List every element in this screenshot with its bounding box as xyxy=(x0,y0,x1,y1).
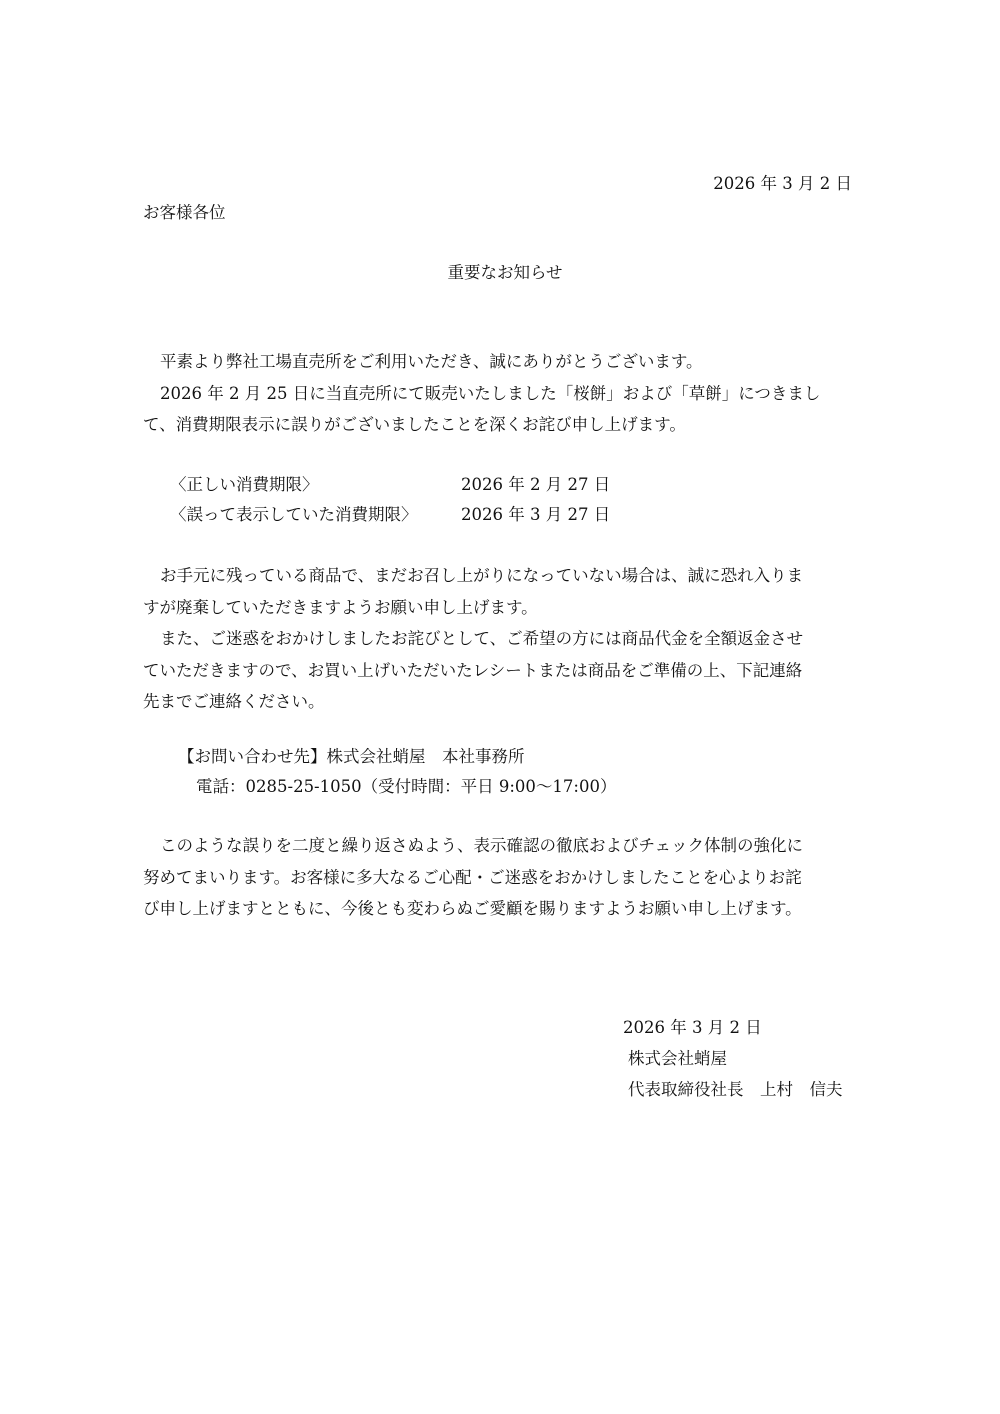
intro-line-2: 2026 年 2 月 25 日に当直売所にて販売いたしました「桜餅」および「草餅」につきまし xyxy=(160,383,821,403)
intro-paragraph xyxy=(143,346,857,441)
request-paragraph xyxy=(143,560,857,718)
intro-line-3: て、消費期限表示に誤りがございましたことを深くお詫び申し上げます。 xyxy=(143,415,686,434)
closing-line-2: 努めてまいります。お客様に多大なるご心配・ご迷惑をおかけしましたことを心よりお詫 xyxy=(143,867,802,887)
contact-phone: 電話：0285-25-1050（受付時間：平日 9:00〜17:00） xyxy=(196,777,617,796)
wrong-expiry-label: 〈誤って表示していた消費期限〉 xyxy=(170,505,418,524)
signature-date: 2026 年 3 月 2 日 xyxy=(623,1018,762,1037)
intro-line-1: 平素より弊社工場直売所をご利用いただき、誠にありがとうございます。 xyxy=(160,352,703,371)
correct-expiry-value: 2026 年 2 月 27 日 xyxy=(461,475,611,494)
page-title: 重要なお知らせ xyxy=(447,263,563,282)
signature-signer: 代表取締役社長 上村 信夫 xyxy=(628,1080,843,1099)
request-line-4: ていただきますので、お買い上げいただいたレシートまたは商品をご準備の上、下記連絡 xyxy=(143,660,803,680)
header-date: 2026 年 3 月 2 日 xyxy=(713,174,852,193)
request-line-5: 先までご連絡ください。 xyxy=(143,692,325,711)
contact-heading: 【お問い合わせ先】株式会社蛸屋 本社事務所 xyxy=(178,747,525,766)
request-line-2: すが廃棄していただきますようお願い申し上げます。 xyxy=(143,597,538,617)
closing-paragraph xyxy=(143,830,857,925)
signature-company: 株式会社蛸屋 xyxy=(628,1049,727,1068)
closing-line-1: このような誤りを二度と繰り返さぬよう、表示確認の徹底およびチェック体制の強化に xyxy=(160,836,804,855)
request-line-1: お手元に残っている商品で、まだお召し上がりになっていない場合は、誠に恐れ入りま xyxy=(160,566,804,585)
recipient: お客様各位 xyxy=(143,203,226,222)
correct-expiry-label: 〈正しい消費期限〉 xyxy=(170,475,319,494)
request-line-3: また、ご迷惑をおかけしましたお詫びとして、ご希望の方には商品代金を全額返金させ xyxy=(160,629,804,648)
closing-line-3: び申し上げますとともに、今後とも変わらぬご愛顧を賜りますようお願い申し上げます。 xyxy=(143,899,802,918)
wrong-expiry-value: 2026 年 3 月 27 日 xyxy=(461,505,611,524)
